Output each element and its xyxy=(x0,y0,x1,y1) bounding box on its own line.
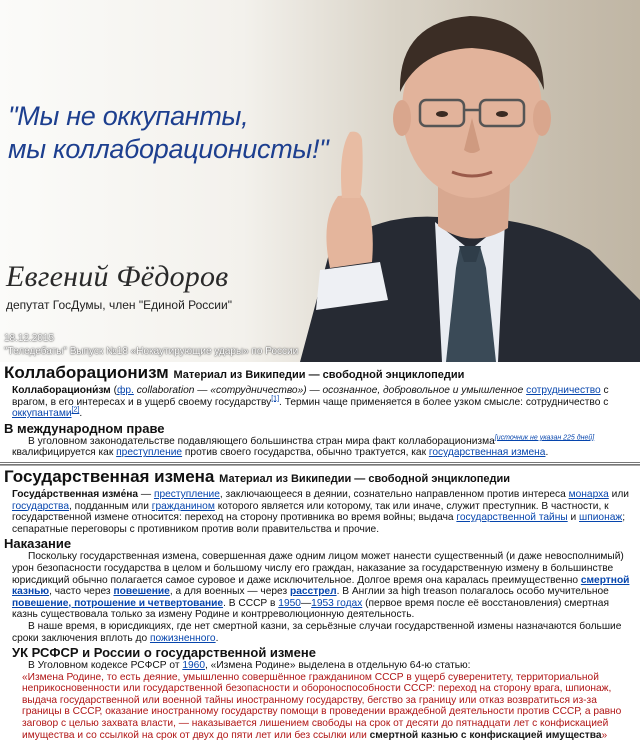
text: В уголовном законодательстве подавляющего большинства стран мира факт коллаборационизма xyxy=(28,435,495,447)
link-1960[interactable]: 1960 xyxy=(182,660,205,672)
text: , подданным или xyxy=(69,500,152,512)
ref-2[interactable]: [2] xyxy=(71,406,80,414)
text: ; сепаратные переговоры с противником против воли правительства и прочие. xyxy=(12,512,626,535)
link-espionage[interactable]: шпионаж xyxy=(579,512,623,524)
text: ( xyxy=(113,385,117,396)
link-state[interactable]: государства xyxy=(12,500,70,512)
link-monarch[interactable]: монарха xyxy=(568,488,609,500)
link-occupants[interactable]: оккупантами xyxy=(12,408,72,420)
text: , часто через xyxy=(49,586,114,598)
text: , заключающееся в деянии, сознательно направленном против интереса xyxy=(219,488,569,500)
link-citizen[interactable]: гражданином xyxy=(151,500,215,512)
wikipedia-excerpts xyxy=(0,362,640,741)
section-heading xyxy=(4,363,636,385)
header-photo-banner xyxy=(0,0,640,362)
broadcast-date: 18.12.2015 xyxy=(4,333,55,344)
text: . В Англии за high treason полагалось особо мучительное xyxy=(336,586,609,598)
text: которого является или которому, так или иначе, служит преступник. В частности, к государственной измене относится: переход на сторону противника во время войны; выдача xyxy=(12,500,609,524)
text: » xyxy=(601,729,608,741)
quote-line-1: "Мы не оккупанты, xyxy=(8,101,249,131)
heading-subtitle: Материал из Википедии — свободной энциклопедии xyxy=(219,472,511,485)
speaker-portrait-illustration xyxy=(260,0,640,362)
text: В Уголовном кодексе РСФСР от xyxy=(28,660,183,672)
link-treason[interactable]: государственная измена xyxy=(428,447,546,459)
term: Госуда́рственная изме́на xyxy=(12,488,139,500)
text: — xyxy=(300,597,312,609)
punishment-paragraph-1 xyxy=(12,551,636,621)
article-64-quote xyxy=(22,672,636,742)
link-death-penalty[interactable]: смертной казнью xyxy=(12,574,630,598)
link-state-secret[interactable]: государственной тайны xyxy=(456,512,568,524)
citation-needed[interactable]: [источник не указан 225 дней] xyxy=(494,434,595,442)
subsection-heading: УК РСФСР и России о государственной измене xyxy=(12,645,316,661)
link-hanging[interactable]: повешение xyxy=(113,586,170,598)
section-state-treason xyxy=(0,465,640,743)
link-fr[interactable]: фр. xyxy=(116,385,134,396)
subsection-heading: Наказание xyxy=(4,536,72,552)
text: collaboration — «сотрудничество») — осознанное, добровольное и умышленное xyxy=(133,385,527,396)
speaker-name: Евгений Фёдоров xyxy=(6,260,229,293)
subsection-heading: В международном праве xyxy=(4,420,165,436)
text: против своего государства, обычно трактуется, как xyxy=(182,447,429,459)
text: . xyxy=(545,447,549,459)
text: (первое время после её восстановления) смертная казнь существовала только за измену Родине и контрреволюционную деятельность. xyxy=(12,597,609,621)
text: «Измена Родине, то есть деяние, умышленно совершённое гражданином СССР в ущерб суверенитету, территориальной неприкосновенности или государственной безопасности и обороноспособности СССР: переход на сторону врага, шпионаж, выдача государственной или военной тайны иностранному государству, бегство за границу или отказ возвратиться из-за границы в СССР, оказание иностранному государству помощи в проведении враждебной деятельности против СССР, а равно заговор с целью захвата власти, — наказывается лишением свободы на срок от десяти до пятнадцати лет с конфискацией имущества и со ссылкой на срок от двух до пяти лет или без ссылки или xyxy=(22,671,622,741)
text: . xyxy=(215,632,219,644)
text: . В СССР в xyxy=(223,597,279,609)
text: Поскольку государственная измена, совершенная даже одним лицом может нанести существенный (и даже невосполнимый) урон безопасности государства в целом и большому числу его граждан, наказание за государственную измену в большинстве юрисдикций обычно полагается самое суровое и даже исключительное. Долгое время она каралась преимущественно xyxy=(12,551,624,586)
text: — xyxy=(138,488,154,500)
link-1953[interactable]: 1953 годах xyxy=(311,597,363,609)
link-crime[interactable]: преступление xyxy=(153,488,220,500)
link-life-sentence[interactable]: пожизненного xyxy=(149,632,216,644)
criminal-code-intro xyxy=(12,660,636,672)
speaker-role: депутат ГосДумы, член "Единой России" xyxy=(6,298,232,312)
term: Коллаборациони́зм xyxy=(12,385,111,396)
link-execution[interactable]: расстрел xyxy=(289,586,337,598)
text: с врагом, в его интересах и в ущерб своему государству xyxy=(12,385,609,408)
text: В наше время, в юрисдикциях, где нет смертной казни, за серьёзные случаи государственной измены назначаются большие сроки заключения вплоть до xyxy=(12,620,622,644)
heading-subtitle: Материал из Википедии — свободной энциклопедии xyxy=(173,369,465,381)
link-1950[interactable]: 1950 xyxy=(278,597,301,609)
section-heading xyxy=(4,467,636,489)
intl-law-paragraph xyxy=(12,436,636,459)
heading-title: Государственная измена xyxy=(4,466,215,486)
episode-caption: "Теледебаты" Выпуск №18 «Нокаутирующие удары» по России xyxy=(4,346,299,357)
text: , «Измена Родине» выделена в отдельную 64-ю статью: xyxy=(205,660,471,672)
text: , а для военных — через xyxy=(169,586,290,598)
link-cooperation[interactable]: сотрудничество xyxy=(526,385,601,396)
section-collaborationism xyxy=(0,362,640,461)
quote-line-2: мы коллаборационисты!" xyxy=(8,134,329,164)
ref-1[interactable]: [1] xyxy=(271,395,280,403)
punishment-paragraph-2 xyxy=(12,621,636,644)
highlighted-penalty: смертной казнью с конфискацией имущества xyxy=(369,729,602,741)
heading-title: Коллаборационизм xyxy=(4,363,169,382)
link-crime[interactable]: преступление xyxy=(116,447,183,459)
text: квалифицируется как xyxy=(12,447,117,459)
text: . Термин чаще применяется в более узком смысле: сотрудничество с xyxy=(279,396,609,408)
text: . xyxy=(79,408,83,420)
headline-quote xyxy=(8,100,368,166)
definition-paragraph xyxy=(12,489,636,535)
text: и xyxy=(567,512,580,524)
text: или xyxy=(608,488,629,500)
link-hanged-drawn-quartered[interactable]: повешение, потрошение и четвертование xyxy=(12,597,224,609)
definition-paragraph xyxy=(12,385,636,420)
